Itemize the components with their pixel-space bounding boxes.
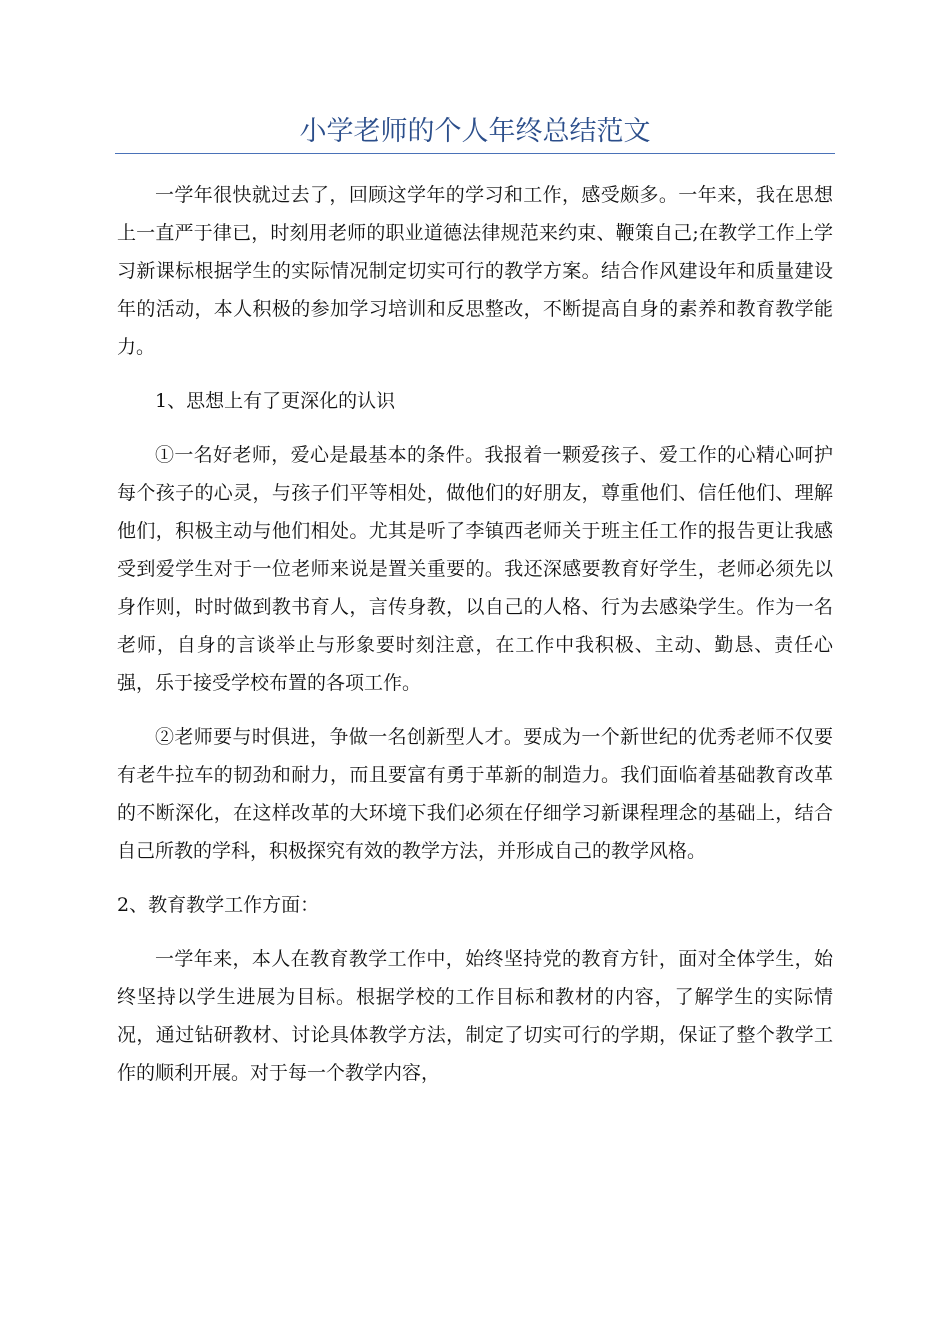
section-heading-2: 2、教育教学工作方面： — [117, 894, 320, 916]
document-body — [117, 176, 833, 1108]
document-title: 小学老师的个人年终总结范文 — [299, 116, 651, 147]
title-underline — [115, 153, 835, 154]
paragraph-intro: 一学年很快就过去了，回顾这学年的学习和工作，感受颇多。一年来，我在思想上一直严于律已，时刻用老师的职业道德法律规范来约束、鞭策自己;在教学工作上学习新课标根据学生的实际情况制定切实可行的教学方案。结合作风建设年和质量建设年的活动，本人积极的参加学习培训和反思整改，不断提高自身的素养和教育教学能力。 — [117, 184, 833, 358]
paragraph-point-1: ①一名好老师，爱心是最基本的条件。我报着一颗爱孩子、爱工作的心精心呵护每个孩子的心灵，与孩子们平等相处，做他们的好朋友，尊重他们、信任他们、理解他们，积极主动与他们相处。尤其是听了李镇西老师关于班主任工作的报告更让我感受到爱学生对于一位老师来说是置关重要的。我还深感要教育好学生，老师必须先以身作则，时时做到教书育人，言传身教，以自己的人格、行为去感染学生。作为一名老师，自身的言谈举止与形象要时刻注意，在工作中我积极、主动、勤恳、责任心强，乐于接受学校布置的各项工作。 — [117, 444, 833, 694]
paragraph-point-2: ②老师要与时俱进，争做一名创新型人才。要成为一个新世纪的优秀老师不仅要有老牛拉车的韧劲和耐力，而且要富有勇于革新的制造力。我们面临着基础教育改革的不断深化，在这样改革的大环境下我们必须在仔细学习新课程理念的基础上，结合自己所教的学科，积极探究有效的教学方法，并形成自己的教学风格。 — [117, 726, 833, 862]
section-heading-1: 1、思想上有了更深化的认识 — [155, 390, 396, 412]
paragraph-teaching: 一学年来，本人在教育教学工作中，始终坚持党的教育方针，面对全体学生，始终坚持以学生进展为目标。根据学校的工作目标和教材的内容，了解学生的实际情况，通过钻研教材、讨论具体教学方法，制定了切实可行的学期，保证了整个教学工作的顺利开展。对于每一个教学内容， — [117, 948, 833, 1084]
